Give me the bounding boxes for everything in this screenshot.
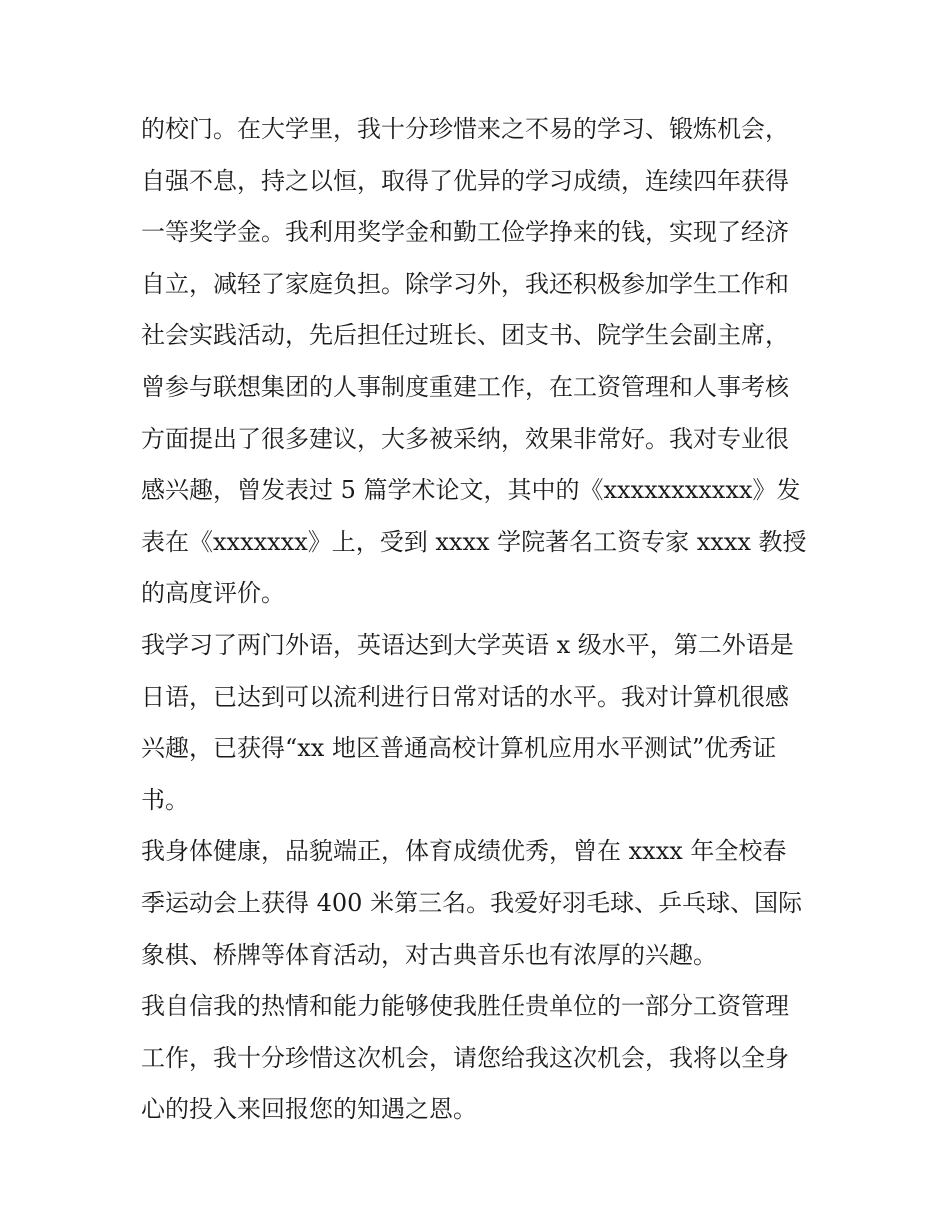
text-line: 工作，我十分珍惜这次机会，请您给我这次机会，我将以全身: [141, 1043, 789, 1072]
paragraph-health-hobbies: [141, 826, 821, 981]
text-line: 书。: [141, 785, 189, 814]
paragraph-education: [141, 104, 821, 620]
text-line: 自立，减轻了家庭负担。除学习外，我还积极参加学生工作和: [141, 269, 789, 298]
text-line: 自强不息，持之以恒，取得了优异的学习成绩，连续四年获得: [141, 166, 789, 195]
text-line: 曾参与联想集团的人事制度重建工作，在工资管理和人事考核: [141, 372, 789, 401]
text-line: 象棋、桥牌等体育活动，对古典音乐也有浓厚的兴趣。: [141, 940, 717, 969]
text-line: 的校门。在大学里，我十分珍惜来之不易的学习、锻炼机会，: [141, 115, 789, 143]
text-line: 日语，已达到可以流利进行日常对话的水平。我对计算机很感: [141, 682, 789, 711]
text-line: 我学习了两门外语，英语达到大学英语 x 级水平，第二外语是: [141, 630, 794, 659]
text-line: 方面提出了很多建议，大多被采纳，效果非常好。我对专业很: [141, 424, 789, 453]
text-line: 我自信我的热情和能力能够使我胜任贵单位的一部分工资管理: [141, 992, 789, 1021]
paragraph-languages: [141, 620, 821, 826]
text-line: 季运动会上获得 400 米第三名。我爱好羽毛球、乒乓球、国际: [141, 888, 803, 917]
text-line: 我身体健康，品貌端正，体育成绩优秀，曾在 xxxx 年全校春: [141, 837, 787, 866]
text-line: 兴趣，已获得“xx 地区普通高校计算机应用水平测试”优秀证: [141, 734, 777, 763]
text-line: 感兴趣，曾发表过 5 篇学术论文，其中的《xxxxxxxxxxx》发: [141, 476, 801, 505]
paragraph-closing: [141, 981, 821, 1136]
document-body: [141, 104, 821, 1136]
text-line: 表在《xxxxxxx》上，受到 xxxx 学院著名工资专家 xxxx 教授: [141, 527, 807, 556]
text-line: 一等奖学金。我利用奖学金和勤工俭学挣来的钱，实现了经济: [141, 218, 789, 247]
text-line: 的高度评价。: [141, 579, 285, 608]
text-line: 心的投入来回报您的知遇之恩。: [141, 1095, 477, 1124]
text-line: 社会实践活动，先后担任过班长、团支书、院学生会副主席，: [141, 321, 789, 350]
